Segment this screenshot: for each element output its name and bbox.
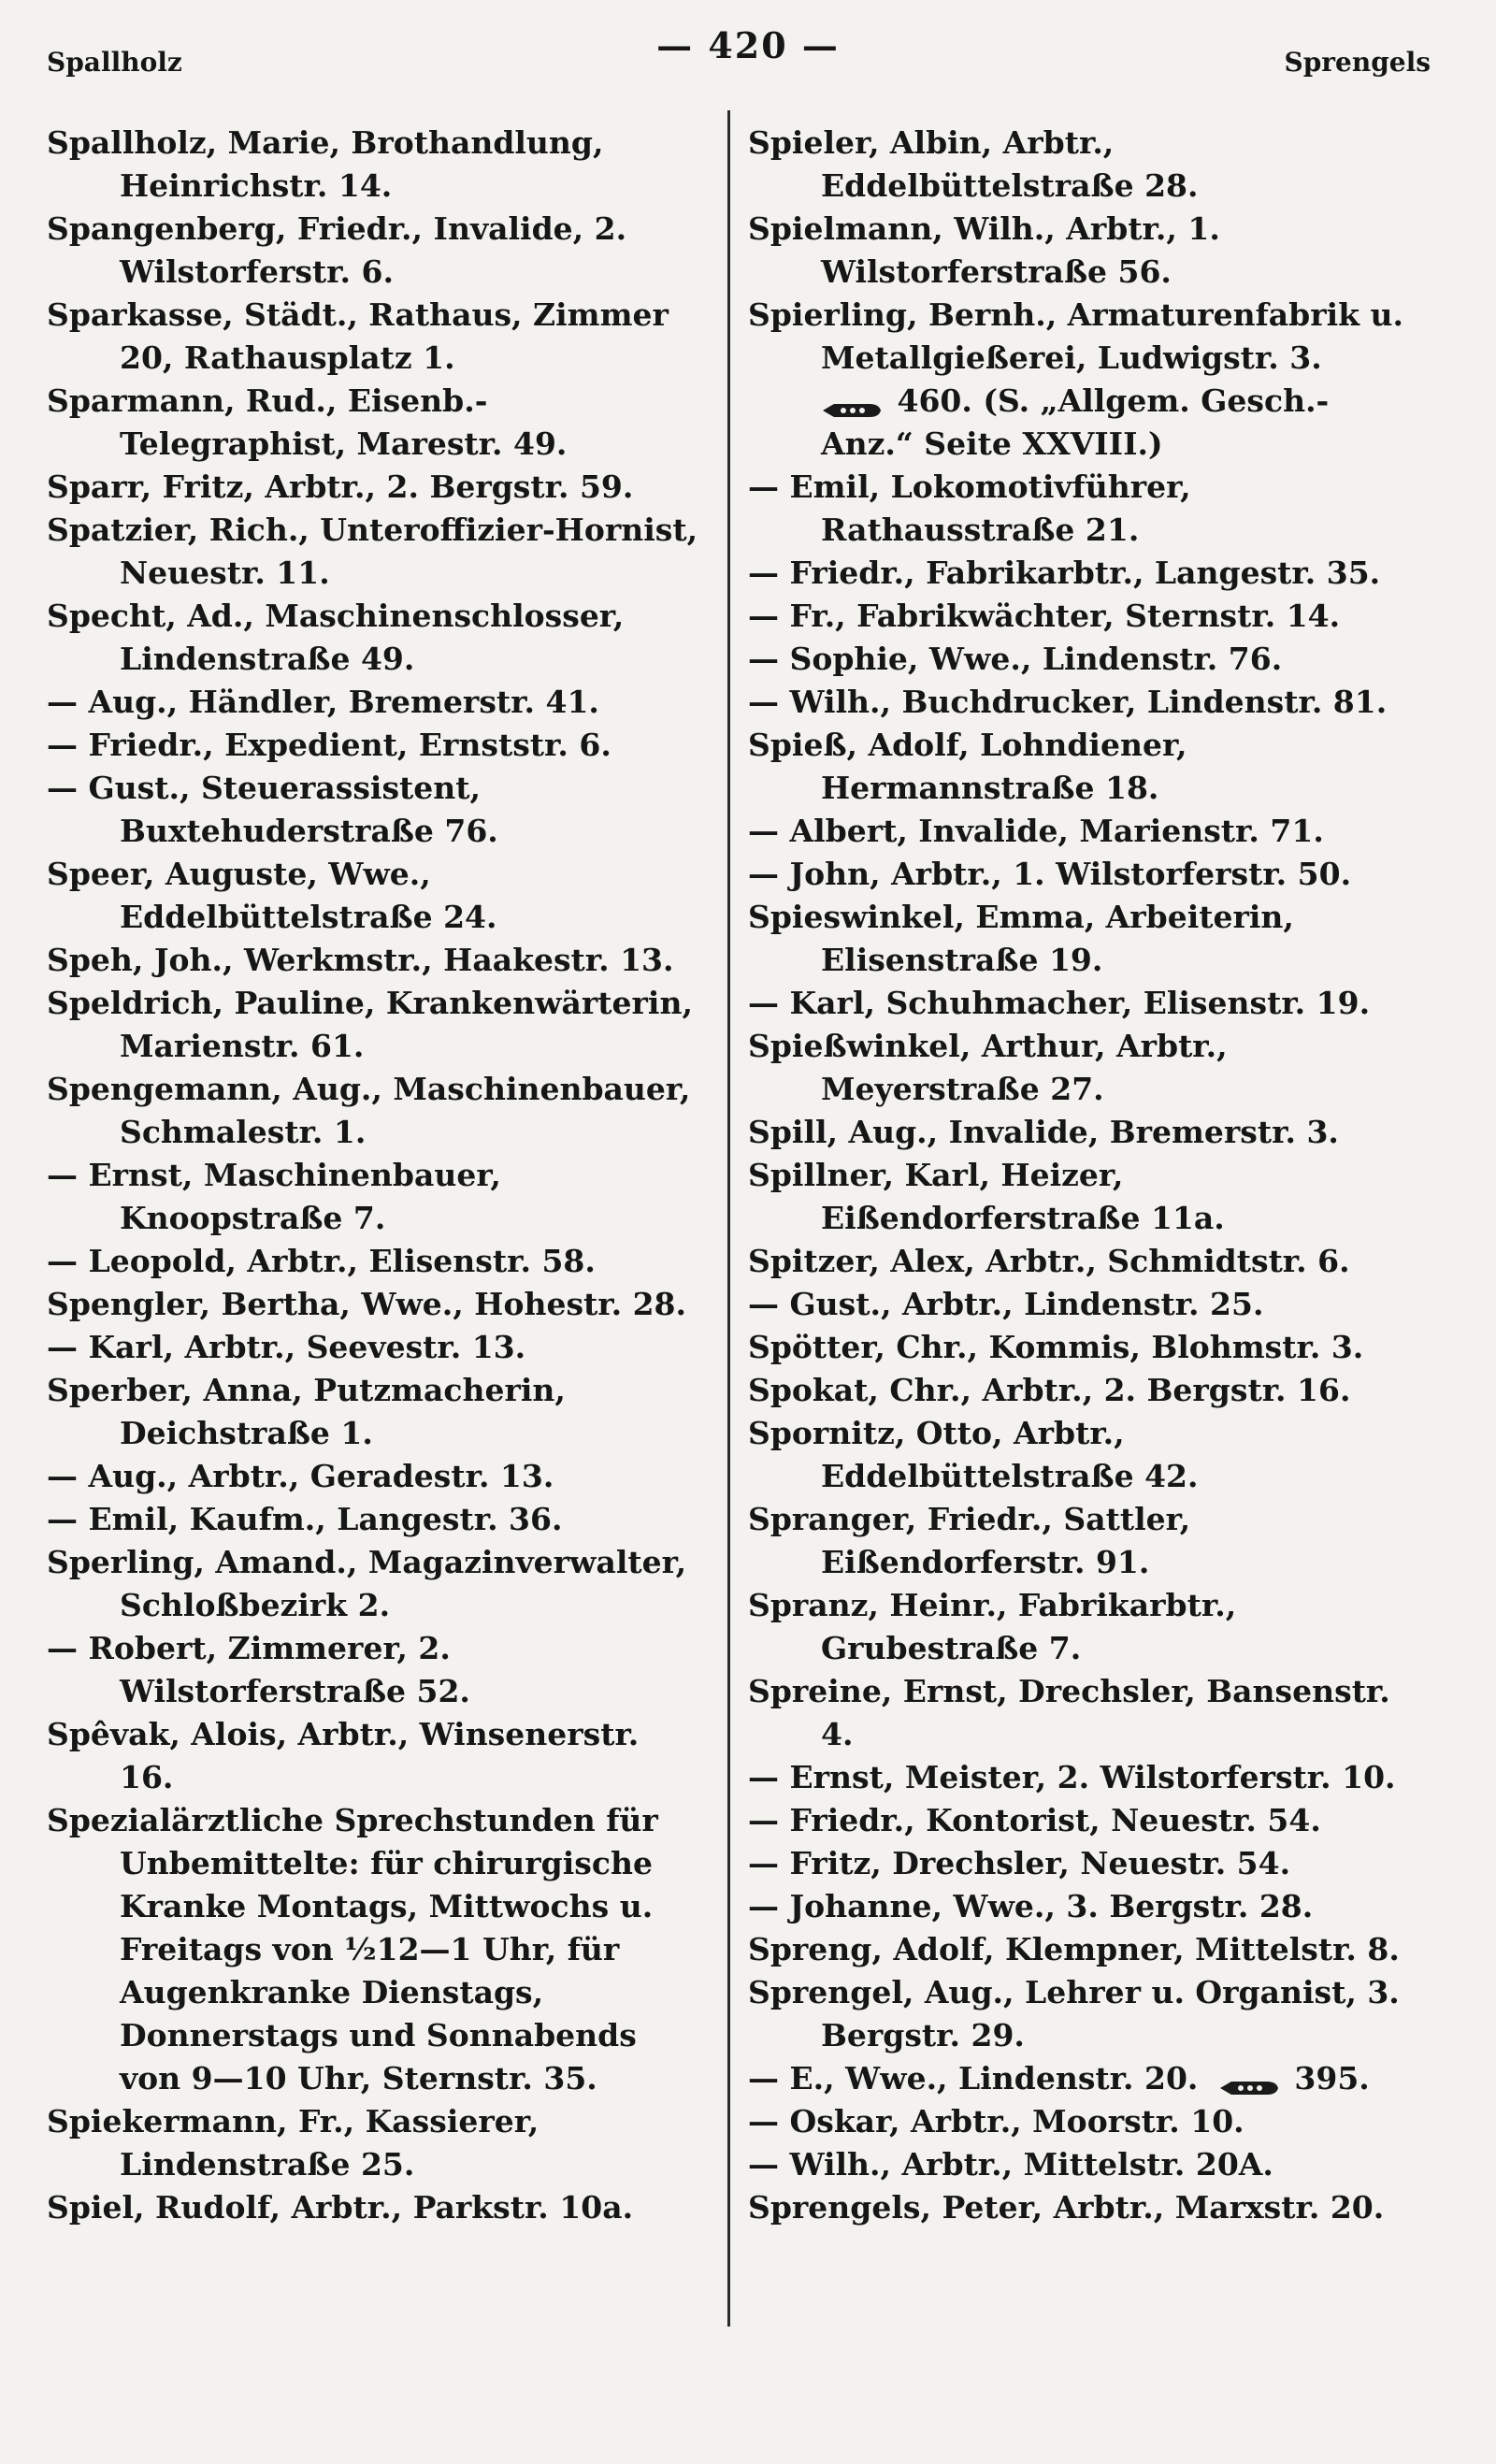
list-item: Sprengels, Peter, Arbtr., Marxstr. 20. bbox=[748, 2189, 1385, 2226]
page-number: — 420 — bbox=[656, 24, 840, 66]
list-item: — Karl, Schuhmacher, Elisenstr. 19. bbox=[748, 985, 1371, 1021]
list-item: — Gust., Arbtr., Lindenstr. 25. bbox=[748, 1286, 1264, 1322]
list-item: Spieß, Adolf, Lohndiener, Hermannstraße 18. bbox=[748, 727, 1187, 806]
page-header bbox=[0, 19, 1496, 78]
list-item: — Robert, Zimmerer, 2. Wilstorferstraße 52. bbox=[47, 1630, 470, 1709]
list-item: Sparkasse, Städt., Rathaus, Zimmer 20, Rathausplatz 1. bbox=[47, 296, 669, 376]
list-item: Spieler, Albin, Arbtr., Eddelbüttelstraße 28. bbox=[748, 124, 1199, 204]
list-item-text: 460. (S. „Allgem. Gesch.-Anz.“ Seite XXVIII.) bbox=[821, 382, 1330, 462]
list-item: Spiel, Rudolf, Arbtr., Parkstr. 10a. bbox=[47, 2189, 634, 2226]
list-item: Spangenberg, Friedr., Invalide, 2. Wilstorferstr. 6. bbox=[47, 210, 627, 290]
list-item: — Wilh., Buchdrucker, Lindenstr. 81. bbox=[748, 684, 1388, 720]
list-item: — Ernst, Maschinenbauer, Knoopstraße 7. bbox=[47, 1157, 501, 1236]
list-item: — Karl, Arbtr., Seevestr. 13. bbox=[47, 1329, 526, 1365]
header-right-catchword: Sprengels bbox=[1284, 47, 1431, 78]
list-item: Speh, Joh., Werkmstr., Haakestr. 13. bbox=[47, 942, 674, 978]
list-item: Specht, Ad., Maschinenschlosser, Lindenstraße 49. bbox=[47, 598, 625, 677]
list-item bbox=[748, 2057, 1421, 2100]
list-item: Spill, Aug., Invalide, Bremerstr. 3. bbox=[748, 1114, 1339, 1150]
list-item: — John, Arbtr., 1. Wilstorferstr. 50. bbox=[748, 856, 1352, 892]
list-item: — Wilh., Arbtr., Mittelstr. 20A. bbox=[748, 2146, 1273, 2183]
list-item: Spallholz, Marie, Brothandlung, Heinrichstr. 14. bbox=[47, 124, 604, 204]
list-item: Spielmann, Wilh., Arbtr., 1. Wilstorferstraße 56. bbox=[748, 210, 1220, 290]
list-item: — Friedr., Expedient, Ernststr. 6. bbox=[47, 727, 611, 763]
list-item: Spengemann, Aug., Maschinenbauer, Schmalestr. 1. bbox=[47, 1071, 691, 1150]
list-item-continuation bbox=[748, 380, 1421, 466]
list-item: — Gust., Steuerassistent, Buxtehuderstraße 76. bbox=[47, 770, 498, 849]
telephone-number: 395. bbox=[1294, 2060, 1370, 2097]
list-item: Sparr, Fritz, Arbtr., 2. Bergstr. 59. bbox=[47, 468, 634, 505]
list-item: — Aug., Arbtr., Geradestr. 13. bbox=[47, 1458, 554, 1494]
list-item-text: — E., Wwe., Lindenstr. 20. bbox=[748, 2060, 1199, 2097]
telephone-hand-icon bbox=[821, 391, 886, 415]
list-item: Spötter, Chr., Kommis, Blohmstr. 3. bbox=[748, 1329, 1364, 1365]
list-item: Spranz, Heinr., Fabrikarbtr., Grubestraße 7. bbox=[748, 1587, 1237, 1666]
list-item: — Fritz, Drechsler, Neuestr. 54. bbox=[748, 1845, 1291, 1881]
list-item: — Emil, Kaufm., Langestr. 36. bbox=[47, 1501, 563, 1537]
list-item: Spezialärztliche Sprechstunden für Unbemittelte: für chirurgische Kranke Montags, Mittwochs u. Freitags von ½12—1 Uhr, für Augenkranke Dienstags, Donnerstags und Sonnabends von 9—10 Uhr, Sternstr. 35. bbox=[47, 1802, 658, 2097]
list-item: Spierling, Bernh., Armaturenfabrik u. Metallgießerei, Ludwigstr. 3. bbox=[748, 296, 1403, 376]
list-item: — Friedr., Kontorist, Neuestr. 54. bbox=[748, 1802, 1321, 1838]
list-item: Spreine, Ernst, Drechsler, Bansenstr. 4. bbox=[748, 1673, 1390, 1752]
list-item: Sperber, Anna, Putzmacherin, Deichstraße 1. bbox=[47, 1372, 566, 1451]
list-item: Spokat, Chr., Arbtr., 2. Bergstr. 16. bbox=[748, 1372, 1351, 1408]
list-item: Spitzer, Alex, Arbtr., Schmidtstr. 6. bbox=[748, 1243, 1350, 1279]
list-item: Speer, Auguste, Wwe., Eddelbüttelstraße 24. bbox=[47, 856, 497, 935]
list-item: — Oskar, Arbtr., Moorstr. 10. bbox=[748, 2103, 1244, 2140]
telephone-hand-icon bbox=[1218, 2068, 1284, 2093]
list-item: Spießwinkel, Arthur, Arbtr., Meyerstraße 27. bbox=[748, 1028, 1228, 1107]
list-item: — Friedr., Fabrikarbtr., Langestr. 35. bbox=[748, 555, 1381, 591]
list-item: Spatzier, Rich., Unteroffizier-Hornist, Neuestr. 11. bbox=[47, 512, 698, 591]
list-item: Sprengel, Aug., Lehrer u. Organist, 3. Bergstr. 29. bbox=[748, 1974, 1400, 2053]
list-item: Spreng, Adolf, Klempner, Mittelstr. 8. bbox=[748, 1931, 1400, 1967]
list-item: Spiekermann, Fr., Kassierer, Lindenstraße 25. bbox=[47, 2103, 539, 2183]
left-column bbox=[47, 122, 701, 2229]
list-item: Sperling, Amand., Magazinverwalter, Schloßbezirk 2. bbox=[47, 1544, 687, 1623]
list-item: — Leopold, Arbtr., Elisenstr. 58. bbox=[47, 1243, 596, 1279]
right-column bbox=[748, 122, 1421, 2229]
header-left-catchword: Spallholz bbox=[47, 47, 182, 78]
list-item: — Sophie, Wwe., Lindenstr. 76. bbox=[748, 641, 1283, 677]
list-item: Spillner, Karl, Heizer, Eißendorferstraße 11a. bbox=[748, 1157, 1225, 1236]
list-item: — Ernst, Meister, 2. Wilstorferstr. 10. bbox=[748, 1759, 1396, 1795]
list-item: — Aug., Händler, Bremerstr. 41. bbox=[47, 684, 599, 720]
list-item: Spranger, Friedr., Sattler, Eißendorferstr. 91. bbox=[748, 1501, 1191, 1580]
list-item: — Albert, Invalide, Marienstr. 71. bbox=[748, 813, 1324, 849]
list-item: — Fr., Fabrikwächter, Sternstr. 14. bbox=[748, 598, 1341, 634]
list-item: — Emil, Lokomotivführer, Rathausstraße 21. bbox=[748, 468, 1191, 548]
column-divider bbox=[727, 110, 730, 2327]
list-item: Spêvak, Alois, Arbtr., Winsenerstr. 16. bbox=[47, 1716, 640, 1795]
list-item: Spieswinkel, Emma, Arbeiterin, Elisenstraße 19. bbox=[748, 899, 1294, 978]
list-item: Spornitz, Otto, Arbtr., Eddelbüttelstraße 42. bbox=[748, 1415, 1199, 1494]
list-item: Sparmann, Rud., Eisenb.-Telegraphist, Marestr. 49. bbox=[47, 382, 568, 462]
list-item: — Johanne, Wwe., 3. Bergstr. 28. bbox=[748, 1888, 1314, 1924]
list-item: Spengler, Bertha, Wwe., Hohestr. 28. bbox=[47, 1286, 687, 1322]
list-item: Speldrich, Pauline, Krankenwärterin, Marienstr. 61. bbox=[47, 985, 693, 1064]
